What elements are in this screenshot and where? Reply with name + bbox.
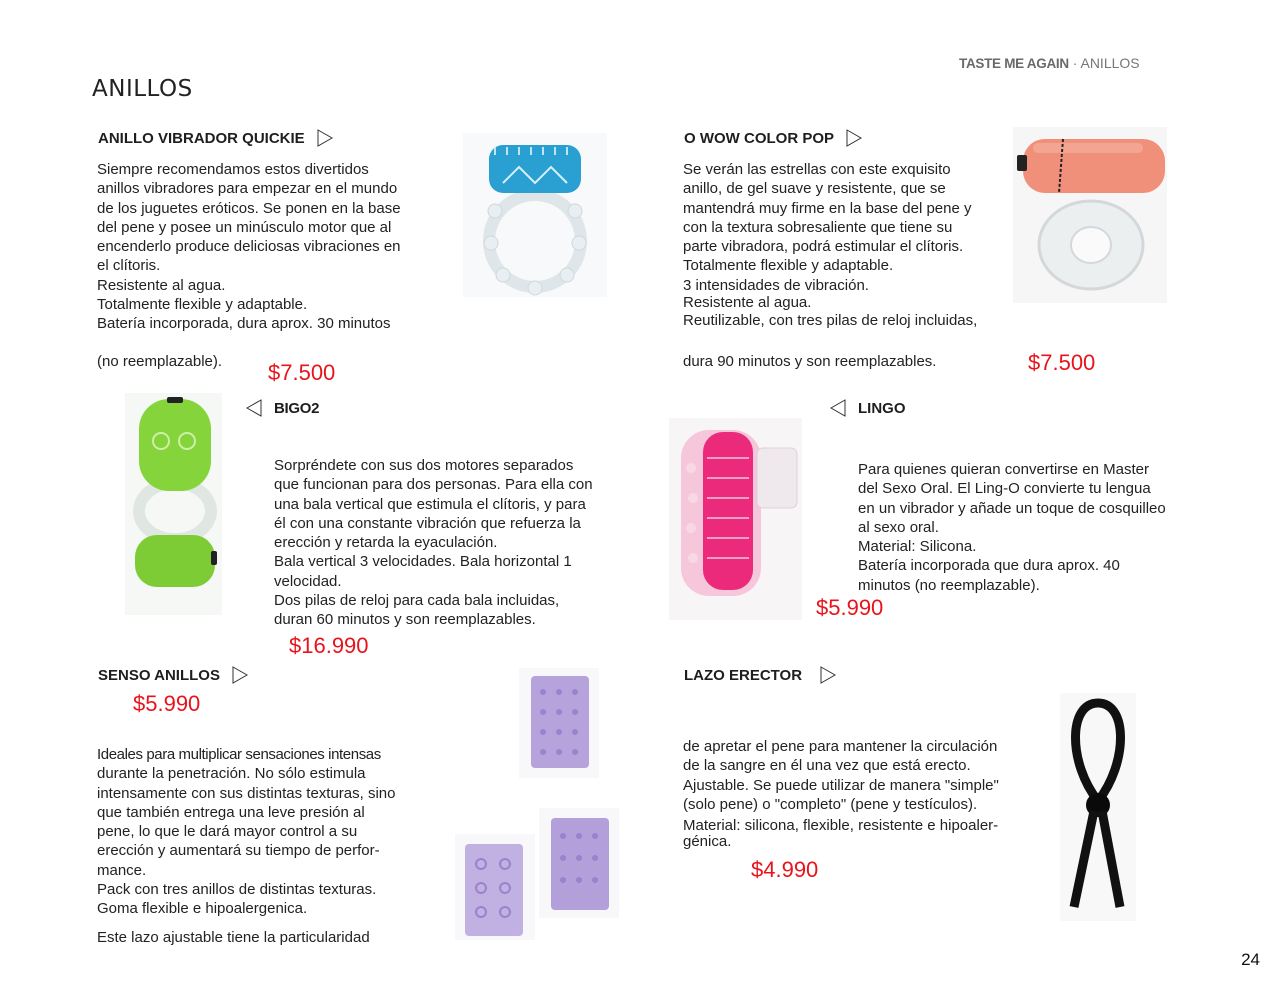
- desc-line: Totalmente flexible y adaptable.: [97, 296, 308, 314]
- triangle-right-icon: [846, 129, 862, 147]
- desc-line: (solo pene) o "completo" (pene y testículos).: [683, 795, 978, 813]
- product-name: O WOW COLOR POP: [684, 129, 834, 147]
- product-description-senso: [97, 745, 427, 919]
- product-price-owow: $7.500: [1028, 350, 1096, 375]
- desc-line: una bala vertical que estimula el clítoris, y para: [274, 495, 586, 513]
- desc-line: velocidad.: [274, 572, 342, 590]
- desc-line: Siempre recomendamos estos divertidos: [97, 161, 369, 178]
- running-header: [959, 55, 1140, 71]
- desc-line: Goma flexible e hipoalergenica.: [97, 900, 308, 918]
- product-description-quickie: [97, 160, 427, 334]
- desc-line: que funcionan para dos personas. Para ella con: [274, 476, 593, 494]
- desc-line: Bala vertical 3 velocidades. Bala horizontal 1: [274, 553, 572, 571]
- product-price-bigo2: $16.990: [289, 633, 369, 658]
- desc-line: intensamente con sus distintas texturas, sino: [97, 784, 396, 802]
- product-title-owow: [684, 129, 862, 147]
- product-title-lingo: [830, 399, 906, 417]
- product-title-senso: [98, 666, 248, 684]
- desc-line: que también entrega una leve presión al: [97, 803, 365, 821]
- product-description-bigo2: [274, 456, 604, 630]
- desc-line: 3 intensidades de vibración.: [683, 276, 869, 294]
- desc-line: parte vibradora, podrá estimular el clítoris.: [683, 238, 964, 256]
- page-number: 24: [1241, 950, 1260, 969]
- product-description-tail: Este lazo ajustable tiene la particularidad: [97, 929, 370, 946]
- desc-line: él con una constante vibración que refuerza la: [274, 514, 581, 532]
- desc-line: Ideales para multiplicar sensaciones intensas: [97, 746, 381, 763]
- product-image-owow: [1013, 127, 1167, 303]
- product-image-senso: [455, 668, 620, 940]
- desc-line: Pack con tres anillos de distintas texturas.: [97, 881, 377, 899]
- desc-line: Resistente al agua.: [683, 294, 812, 312]
- desc-line: con la textura sobresaliente que tiene su: [683, 218, 953, 236]
- brand-name: TASTE ME AGAIN: [959, 56, 1069, 71]
- product-description-tail: (no reemplazable).: [97, 353, 223, 370]
- desc-line: Dos pilas de reloj para cada bala incluidas,: [274, 592, 560, 610]
- product-description-lingo: [858, 460, 1188, 595]
- desc-line: Batería incorporada que dura aprox. 40: [858, 557, 1120, 575]
- desc-line: Material: silicona, flexible, resistente e hipoaler-: [683, 817, 999, 835]
- desc-line: durante la penetración. No sólo estimula: [97, 765, 366, 783]
- desc-line: Totalmente flexible y adaptable.: [683, 257, 894, 275]
- triangle-right-icon: [820, 666, 836, 684]
- desc-line: pene, lo que le dará mayor control a su: [97, 823, 358, 841]
- desc-line: el clítoris.: [97, 257, 161, 275]
- product-image-quickie: [463, 133, 607, 297]
- product-title-lazo: [684, 666, 836, 684]
- triangle-left-icon: [830, 399, 846, 417]
- header-section: ANILLOS: [1080, 55, 1140, 71]
- product-title-bigo2: [246, 399, 319, 417]
- product-name: LINGO: [858, 399, 906, 417]
- header-separator: ·: [1068, 55, 1081, 71]
- product-description-tail: dura 90 minutos y son reemplazables.: [683, 353, 937, 370]
- desc-line: erección y retarda la eyaculación.: [274, 534, 498, 552]
- product-price-lingo: $5.990: [816, 595, 884, 620]
- product-description-owow: [683, 160, 1013, 330]
- desc-line: Para quienes quieran convertirse en Master: [858, 461, 1149, 478]
- desc-line: Material: Silicona.: [858, 538, 977, 556]
- desc-line: encenderlo produce deliciosas vibraciones en: [97, 238, 401, 256]
- desc-line: Reutilizable, con tres pilas de reloj incluidas,: [683, 312, 978, 330]
- product-image-lazo: [1060, 693, 1136, 921]
- product-title-quickie: [98, 129, 333, 147]
- product-name: SENSO ANILLOS: [98, 666, 220, 684]
- desc-line: al sexo oral.: [858, 518, 939, 536]
- desc-line: anillos vibradores para empezar en el mundo: [97, 180, 398, 198]
- desc-line: minutos (no reemplazable).: [858, 576, 1040, 594]
- product-price-lazo: $4.990: [751, 857, 819, 882]
- product-price-quickie: $7.500: [268, 360, 336, 385]
- product-image-bigo2: [125, 393, 222, 615]
- desc-line: anillo, de gel suave y resistente, que se: [683, 180, 946, 198]
- desc-line: erección y aumentará su tiempo de perfor-: [97, 842, 380, 860]
- desc-line: mance.: [97, 861, 147, 879]
- desc-line: en un vibrador y añade un toque de cosquilleo: [858, 499, 1166, 517]
- product-image-lingo: [669, 418, 802, 620]
- desc-line: Se verán las estrellas con este exquisito: [683, 161, 951, 178]
- desc-line: de apretar el pene para mantener la circulación: [683, 738, 998, 755]
- product-name: BIGO2: [274, 399, 320, 417]
- desc-line: Batería incorporada, dura aprox. 30 minutos: [97, 315, 391, 333]
- desc-line: Resistente al agua.: [97, 276, 226, 294]
- desc-line: de la sangre en él una vez que está erecto.: [683, 757, 971, 775]
- desc-line: del Sexo Oral. El Ling-O convierte tu lengua: [858, 480, 1151, 498]
- page-title: ANILLOS: [92, 76, 193, 102]
- desc-line: mantendrá muy firme en la base del pene y: [683, 199, 972, 217]
- triangle-right-icon: [317, 129, 333, 147]
- desc-line: duran 60 minutos y son reemplazables.: [274, 611, 536, 629]
- desc-line: de los juguetes eróticos. Se ponen en la base: [97, 199, 401, 217]
- desc-line: Ajustable. Se puede utilizar de manera "simple": [683, 776, 999, 794]
- product-name: LAZO ERECTOR: [684, 666, 803, 684]
- desc-line: del pene y posee un minúsculo motor que al: [97, 218, 392, 236]
- desc-line: génica.: [683, 833, 732, 851]
- desc-line: Sorpréndete con sus dos motores separados: [274, 457, 574, 474]
- triangle-right-icon: [232, 666, 248, 684]
- product-name: ANILLO VIBRADOR QUICKIE: [98, 129, 305, 147]
- product-price-senso: $5.990: [133, 691, 201, 716]
- triangle-left-icon: [246, 399, 262, 417]
- product-description-lazo: [683, 737, 1023, 850]
